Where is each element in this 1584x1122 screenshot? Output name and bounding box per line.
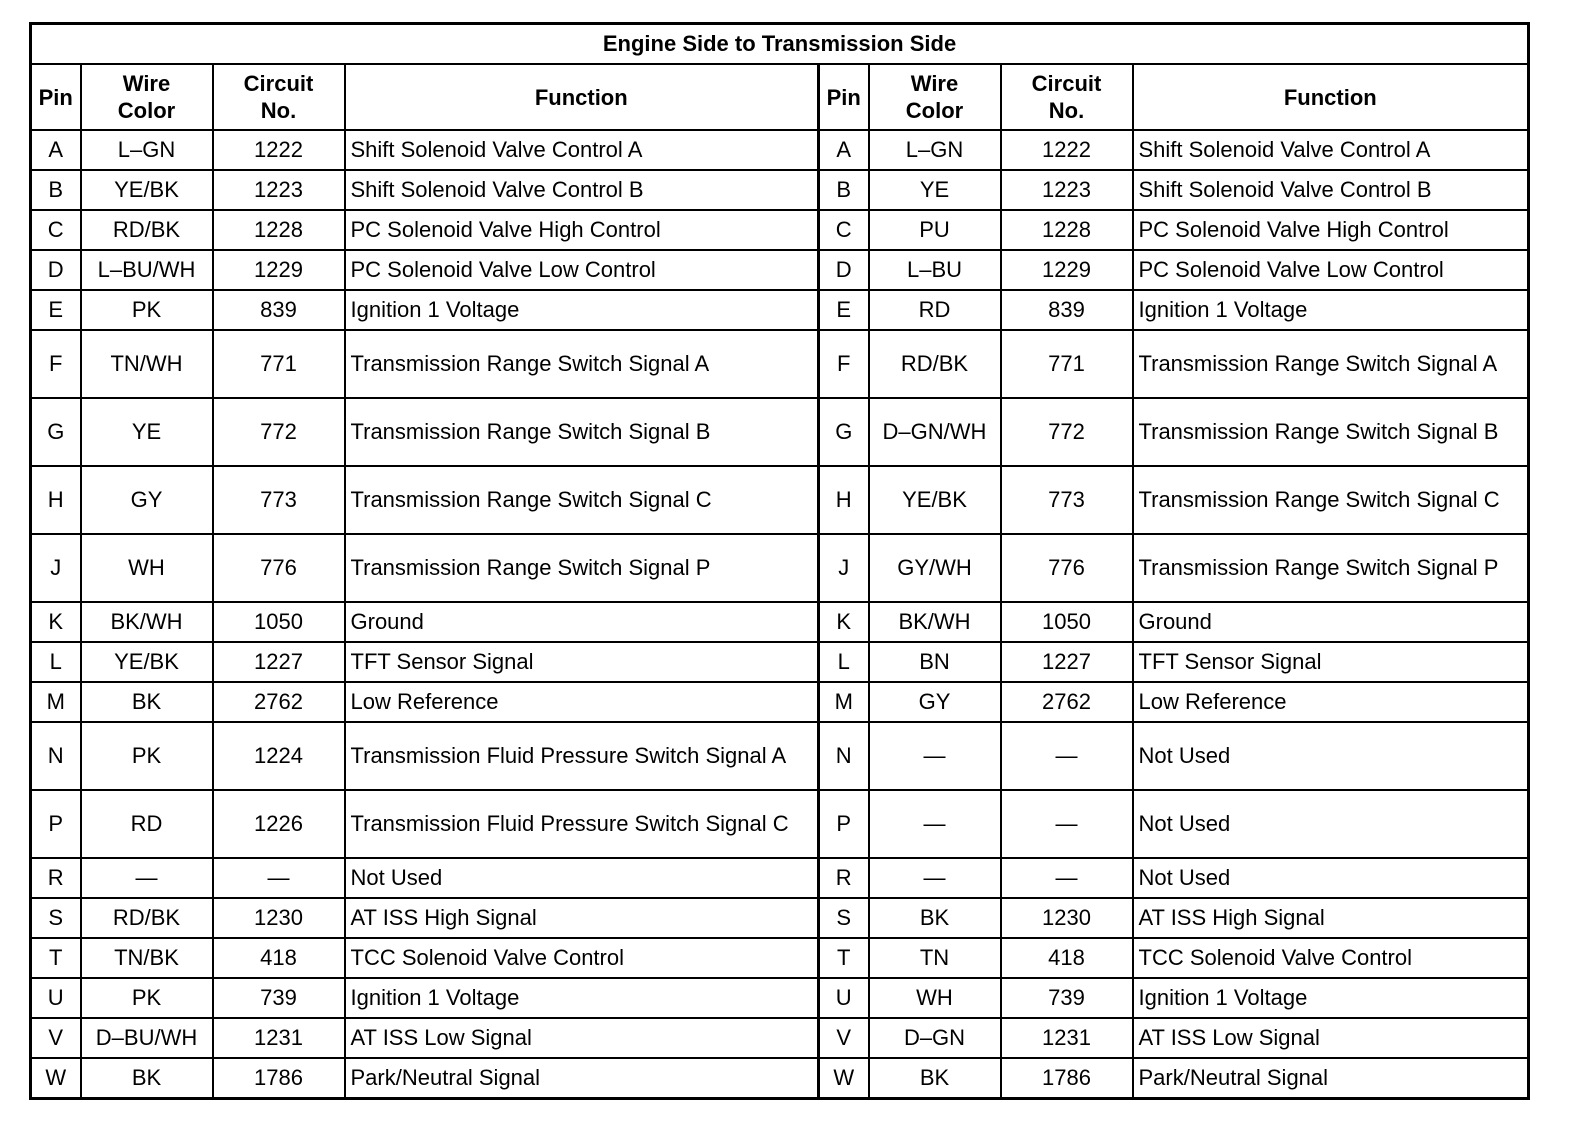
circuit-cell: 773 — [1001, 466, 1133, 534]
table-row — [31, 978, 1529, 1018]
wire-color-cell: PK — [81, 978, 213, 1018]
table-row — [31, 250, 1529, 290]
circuit-cell: 776 — [1001, 534, 1133, 602]
circuit-cell: 1229 — [1001, 250, 1133, 290]
function-cell: Transmission Range Switch Signal P — [1133, 534, 1529, 602]
wire-color-cell: BK — [869, 898, 1001, 938]
header-pin: Pin — [31, 64, 81, 130]
function-cell: AT ISS Low Signal — [1133, 1018, 1529, 1058]
circuit-cell: 739 — [1001, 978, 1133, 1018]
header-wire-color-line2: Color — [117, 98, 176, 123]
pin-cell: F — [31, 330, 81, 398]
function-cell: Transmission Range Switch Signal A — [1133, 330, 1529, 398]
wire-color-cell: BK/WH — [869, 602, 1001, 642]
circuit-cell: 1223 — [213, 170, 345, 210]
pin-cell: E — [31, 290, 81, 330]
pin-cell: K — [31, 602, 81, 642]
circuit-cell: 1223 — [1001, 170, 1133, 210]
function-cell: TFT Sensor Signal — [345, 642, 819, 682]
circuit-cell: 1050 — [213, 602, 345, 642]
function-cell: Transmission Range Switch Signal C — [345, 466, 819, 534]
function-cell: Not Used — [1133, 858, 1529, 898]
function-cell: TCC Solenoid Valve Control — [345, 938, 819, 978]
header-function: Function — [345, 64, 819, 130]
circuit-cell: 1786 — [1001, 1058, 1133, 1099]
circuit-cell: 1231 — [1001, 1018, 1133, 1058]
header-circuit-no — [213, 64, 345, 130]
wire-color-cell: TN — [869, 938, 1001, 978]
pin-cell: P — [819, 790, 869, 858]
function-cell: Shift Solenoid Valve Control A — [1133, 130, 1529, 170]
function-cell: Not Used — [1133, 722, 1529, 790]
wire-color-cell: GY/WH — [869, 534, 1001, 602]
function-cell: Not Used — [345, 858, 819, 898]
header-wire-color — [81, 64, 213, 130]
circuit-cell: 776 — [213, 534, 345, 602]
function-cell: Transmission Fluid Pressure Switch Signal C — [345, 790, 819, 858]
pin-cell: C — [819, 210, 869, 250]
pin-cell: K — [819, 602, 869, 642]
wire-color-cell: RD/BK — [81, 898, 213, 938]
function-cell: PC Solenoid Valve Low Control — [345, 250, 819, 290]
function-cell: Not Used — [1133, 790, 1529, 858]
wire-color-cell: YE — [869, 170, 1001, 210]
pin-cell: H — [31, 466, 81, 534]
column-header-row — [31, 64, 1529, 130]
circuit-cell: 739 — [213, 978, 345, 1018]
pin-cell: V — [819, 1018, 869, 1058]
function-cell: Low Reference — [345, 682, 819, 722]
circuit-cell: 1222 — [213, 130, 345, 170]
function-cell: Shift Solenoid Valve Control B — [345, 170, 819, 210]
function-cell: AT ISS High Signal — [1133, 898, 1529, 938]
circuit-cell: — — [1001, 858, 1133, 898]
table-row — [31, 1058, 1529, 1099]
wire-color-cell: D–GN/WH — [869, 398, 1001, 466]
pin-cell: T — [31, 938, 81, 978]
pin-cell: E — [819, 290, 869, 330]
table-row — [31, 1018, 1529, 1058]
function-cell: Transmission Range Switch Signal B — [1133, 398, 1529, 466]
pin-cell: G — [31, 398, 81, 466]
circuit-cell: 773 — [213, 466, 345, 534]
circuit-cell: 1228 — [1001, 210, 1133, 250]
pin-cell: J — [31, 534, 81, 602]
table-row — [31, 642, 1529, 682]
pin-cell: S — [31, 898, 81, 938]
connector-pinout-table — [29, 22, 1530, 1100]
wire-color-cell: BK — [869, 1058, 1001, 1099]
header-circuit-no — [1001, 64, 1133, 130]
table-row — [31, 398, 1529, 466]
table-row — [31, 290, 1529, 330]
pin-cell: G — [819, 398, 869, 466]
pin-cell: V — [31, 1018, 81, 1058]
pin-cell: N — [31, 722, 81, 790]
wire-color-cell: WH — [81, 534, 213, 602]
circuit-cell: 1230 — [1001, 898, 1133, 938]
wire-color-cell: — — [869, 790, 1001, 858]
circuit-cell: 839 — [213, 290, 345, 330]
wire-color-cell: BK — [81, 1058, 213, 1099]
function-cell: Transmission Range Switch Signal C — [1133, 466, 1529, 534]
circuit-cell: 1226 — [213, 790, 345, 858]
function-cell: Ignition 1 Voltage — [345, 290, 819, 330]
circuit-cell: 771 — [213, 330, 345, 398]
pin-cell: R — [31, 858, 81, 898]
wire-color-cell: TN/WH — [81, 330, 213, 398]
wire-color-cell: PK — [81, 722, 213, 790]
wire-color-cell: PU — [869, 210, 1001, 250]
function-cell: Ignition 1 Voltage — [1133, 290, 1529, 330]
wire-color-cell: PK — [81, 290, 213, 330]
function-cell: Transmission Fluid Pressure Switch Signal A — [345, 722, 819, 790]
wire-color-cell: WH — [869, 978, 1001, 1018]
circuit-cell: 771 — [1001, 330, 1133, 398]
wire-color-cell: — — [869, 858, 1001, 898]
circuit-cell: 839 — [1001, 290, 1133, 330]
table-row — [31, 602, 1529, 642]
pin-cell: W — [819, 1058, 869, 1099]
table-row — [31, 210, 1529, 250]
circuit-cell: 1228 — [213, 210, 345, 250]
wire-color-cell: YE/BK — [81, 170, 213, 210]
function-cell: PC Solenoid Valve Low Control — [1133, 250, 1529, 290]
wire-color-cell: BK/WH — [81, 602, 213, 642]
circuit-cell: 1222 — [1001, 130, 1133, 170]
pin-cell: L — [31, 642, 81, 682]
circuit-cell: 772 — [213, 398, 345, 466]
wire-color-cell: L–GN — [81, 130, 213, 170]
pin-cell: H — [819, 466, 869, 534]
pin-cell: M — [819, 682, 869, 722]
table-row — [31, 722, 1529, 790]
pin-cell: R — [819, 858, 869, 898]
function-cell: Transmission Range Switch Signal A — [345, 330, 819, 398]
function-cell: Transmission Range Switch Signal B — [345, 398, 819, 466]
circuit-cell: 1224 — [213, 722, 345, 790]
wire-color-cell: RD — [81, 790, 213, 858]
table-row — [31, 130, 1529, 170]
circuit-cell: 418 — [1001, 938, 1133, 978]
wire-color-cell: YE — [81, 398, 213, 466]
circuit-cell: 1231 — [213, 1018, 345, 1058]
wire-color-cell: GY — [869, 682, 1001, 722]
table-row — [31, 170, 1529, 210]
header-circuit-line1: Circuit — [243, 71, 314, 96]
wire-color-cell: — — [869, 722, 1001, 790]
circuit-cell: 2762 — [1001, 682, 1133, 722]
table-row — [31, 466, 1529, 534]
header-wire-color-line2: Color — [905, 98, 964, 123]
pin-cell: A — [31, 130, 81, 170]
wire-color-cell: YE/BK — [81, 642, 213, 682]
header-circuit-line2: No. — [1048, 98, 1085, 123]
pin-cell: U — [31, 978, 81, 1018]
wire-color-cell: L–BU — [869, 250, 1001, 290]
circuit-cell: 1227 — [213, 642, 345, 682]
header-wire-color — [869, 64, 1001, 130]
circuit-cell: 418 — [213, 938, 345, 978]
circuit-cell: — — [1001, 722, 1133, 790]
pin-cell: J — [819, 534, 869, 602]
pin-cell: P — [31, 790, 81, 858]
wire-color-cell: RD/BK — [869, 330, 1001, 398]
circuit-cell: 1786 — [213, 1058, 345, 1099]
wire-color-cell: TN/BK — [81, 938, 213, 978]
function-cell: PC Solenoid Valve High Control — [345, 210, 819, 250]
pin-cell: T — [819, 938, 869, 978]
pin-cell: N — [819, 722, 869, 790]
header-wire-color-line1: Wire — [910, 71, 959, 96]
table-row — [31, 790, 1529, 858]
function-cell: AT ISS High Signal — [345, 898, 819, 938]
function-cell: Transmission Range Switch Signal P — [345, 534, 819, 602]
circuit-cell: 1230 — [213, 898, 345, 938]
header-circuit-line1: Circuit — [1031, 71, 1102, 96]
circuit-cell: — — [1001, 790, 1133, 858]
circuit-cell: 1227 — [1001, 642, 1133, 682]
pin-cell: A — [819, 130, 869, 170]
wire-color-cell: RD/BK — [81, 210, 213, 250]
wire-color-cell: D–GN — [869, 1018, 1001, 1058]
pin-cell: D — [819, 250, 869, 290]
function-cell: PC Solenoid Valve High Control — [1133, 210, 1529, 250]
function-cell: Ignition 1 Voltage — [345, 978, 819, 1018]
pin-cell: B — [31, 170, 81, 210]
wire-color-cell: GY — [81, 466, 213, 534]
table-row — [31, 858, 1529, 898]
pin-cell: U — [819, 978, 869, 1018]
table-row — [31, 938, 1529, 978]
wire-color-cell: BN — [869, 642, 1001, 682]
wire-color-cell: L–BU/WH — [81, 250, 213, 290]
table-row — [31, 330, 1529, 398]
table-title: Engine Side to Transmission Side — [31, 24, 1529, 65]
wire-color-cell: BK — [81, 682, 213, 722]
wire-color-cell: L–GN — [869, 130, 1001, 170]
wire-color-cell: YE/BK — [869, 466, 1001, 534]
function-cell: Ground — [345, 602, 819, 642]
wire-color-cell: D–BU/WH — [81, 1018, 213, 1058]
pin-cell: W — [31, 1058, 81, 1099]
function-cell: Low Reference — [1133, 682, 1529, 722]
pin-cell: F — [819, 330, 869, 398]
function-cell: AT ISS Low Signal — [345, 1018, 819, 1058]
circuit-cell: 1050 — [1001, 602, 1133, 642]
header-pin: Pin — [819, 64, 869, 130]
function-cell: Park/Neutral Signal — [1133, 1058, 1529, 1099]
circuit-cell: — — [213, 858, 345, 898]
pin-cell: B — [819, 170, 869, 210]
pin-cell: M — [31, 682, 81, 722]
header-circuit-line2: No. — [260, 98, 297, 123]
function-cell: Shift Solenoid Valve Control A — [345, 130, 819, 170]
pinout-rows — [31, 130, 1529, 1099]
function-cell: TFT Sensor Signal — [1133, 642, 1529, 682]
header-wire-color-line1: Wire — [122, 71, 171, 96]
table-row — [31, 534, 1529, 602]
function-cell: Park/Neutral Signal — [345, 1058, 819, 1099]
function-cell: Shift Solenoid Valve Control B — [1133, 170, 1529, 210]
function-cell: Ground — [1133, 602, 1529, 642]
pin-cell: C — [31, 210, 81, 250]
wire-color-cell: RD — [869, 290, 1001, 330]
table-row — [31, 682, 1529, 722]
pin-cell: S — [819, 898, 869, 938]
pin-cell: L — [819, 642, 869, 682]
table-row — [31, 898, 1529, 938]
wire-color-cell: — — [81, 858, 213, 898]
pin-cell: D — [31, 250, 81, 290]
header-function: Function — [1133, 64, 1529, 130]
circuit-cell: 1229 — [213, 250, 345, 290]
circuit-cell: 772 — [1001, 398, 1133, 466]
function-cell: Ignition 1 Voltage — [1133, 978, 1529, 1018]
circuit-cell: 2762 — [213, 682, 345, 722]
function-cell: TCC Solenoid Valve Control — [1133, 938, 1529, 978]
